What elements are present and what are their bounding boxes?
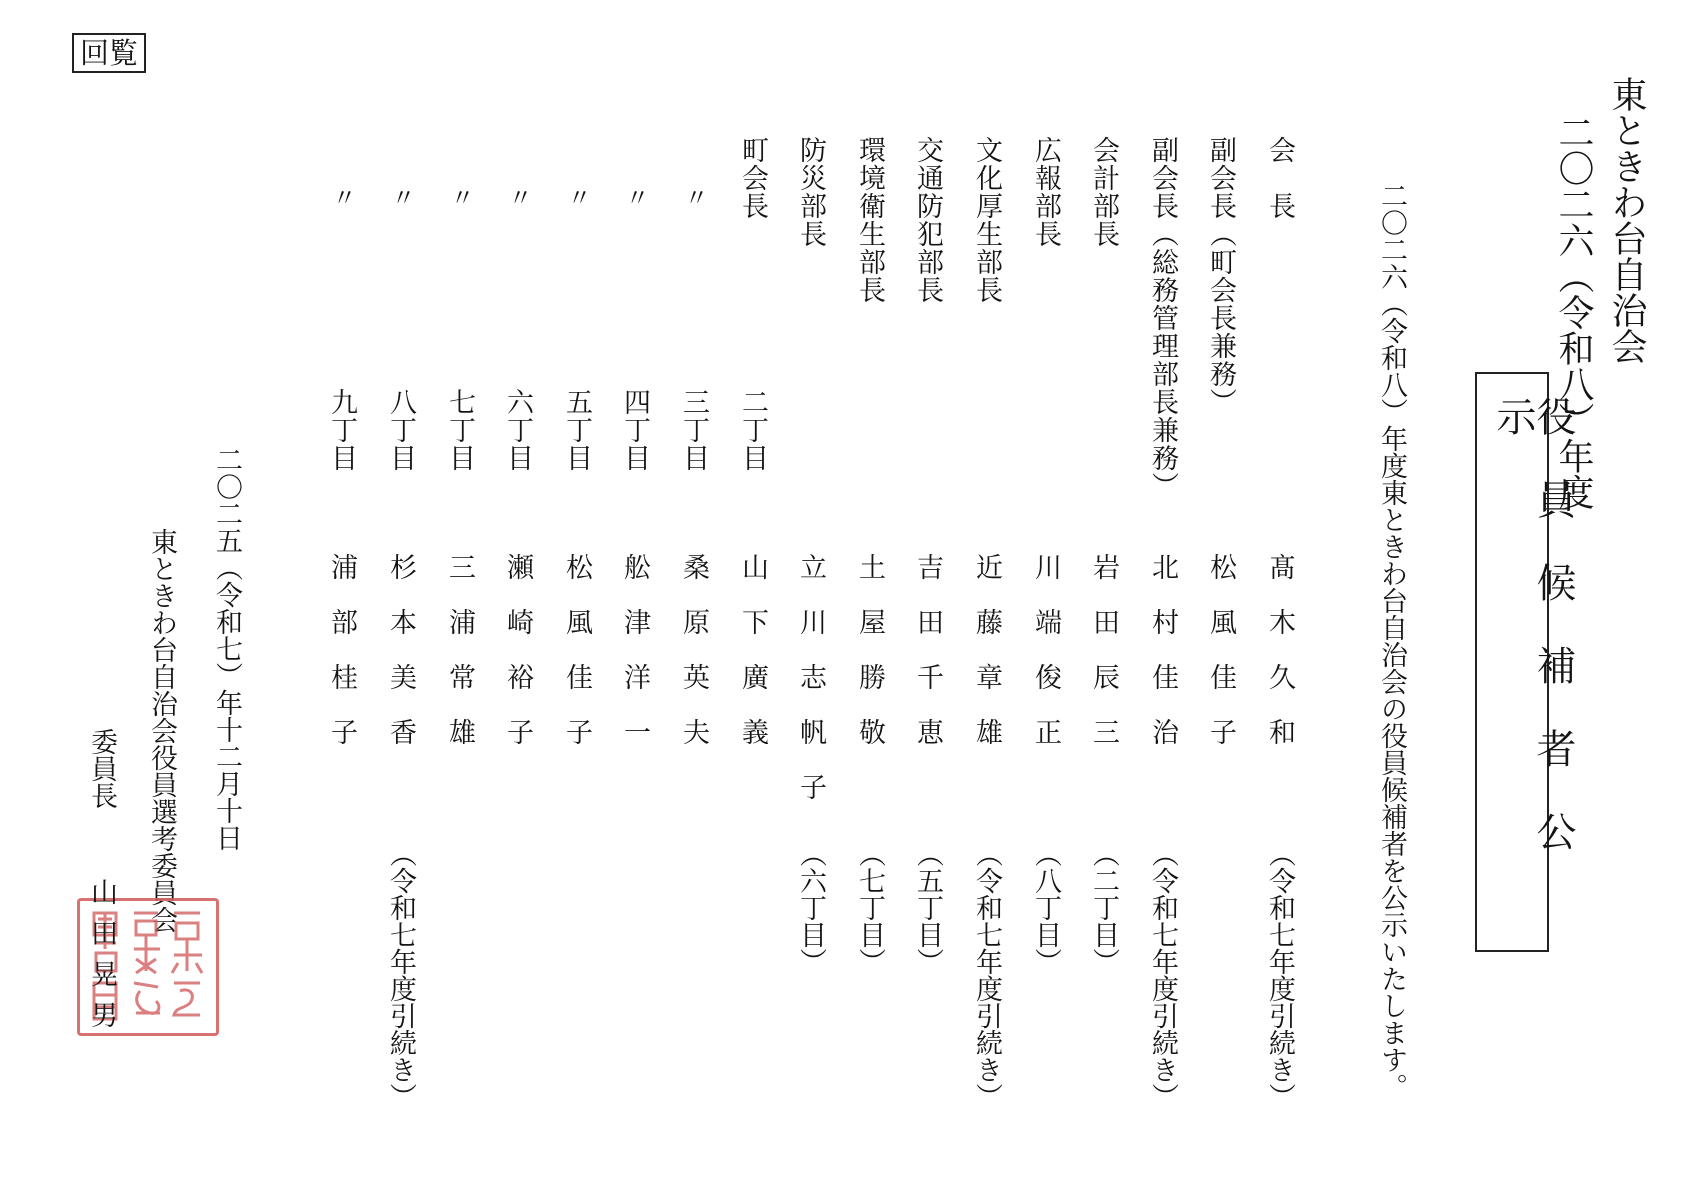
organization-name: 東ときわ台自治会 <box>1606 76 1647 364</box>
fiscal-year: 二〇二六（令和八）年度 <box>1553 114 1594 510</box>
circulation-stamp: 回覧 <box>72 33 146 73</box>
candidate-note: （二丁目） <box>1088 840 1119 975</box>
candidate-name: 岩田辰三 <box>1088 553 1119 773</box>
candidate-role: 会 長 <box>1264 136 1295 220</box>
candidate-name: 瀬崎裕子 <box>502 553 533 773</box>
candidate-name: 松風佳子 <box>561 553 592 773</box>
candidate-area: 三丁目 <box>678 388 709 472</box>
candidate-role: 環境衛生部長 <box>854 136 885 304</box>
candidate-name: 吉田千恵 <box>912 553 943 773</box>
page-title: 役員候補者公示 <box>1490 396 1576 894</box>
ditto-mark: 〃 <box>621 185 649 209</box>
candidate-name: 立川志帆子 <box>795 553 826 828</box>
candidate-name: 三浦常雄 <box>444 553 475 773</box>
candidate-role: 会計部長 <box>1088 136 1119 248</box>
ditto-mark: 〃 <box>504 185 532 209</box>
candidate-role: 広報部長 <box>1030 136 1061 248</box>
candidate-note: （六丁目） <box>795 840 826 975</box>
candidate-name: 髙木久和 <box>1264 553 1295 773</box>
candidate-name: 桑原英夫 <box>678 553 709 773</box>
chair-title: 委員長 <box>86 728 117 809</box>
candidate-note: （令和七年度引続き） <box>1264 840 1295 1110</box>
candidate-area: 四丁目 <box>619 388 650 472</box>
candidate-role: 交通防犯部長 <box>912 136 943 304</box>
ditto-mark: 〃 <box>328 185 356 209</box>
candidate-note: （令和七年度引続き） <box>385 840 416 1110</box>
candidate-area: 九丁目 <box>326 388 357 472</box>
candidate-note: （五丁目） <box>912 840 943 975</box>
candidate-name: 土屋勝敬 <box>854 553 885 773</box>
title-box <box>1475 372 1576 952</box>
candidate-area: 六丁目 <box>502 388 533 472</box>
candidate-area: 七丁目 <box>444 388 475 472</box>
candidate-name: 北村佳治 <box>1147 553 1178 773</box>
candidate-note: （令和七年度引続き） <box>1147 840 1178 1110</box>
candidate-role: 副会長（総務管理部長兼務） <box>1147 136 1178 500</box>
candidate-area: 二丁目 <box>737 388 768 472</box>
candidate-note: （令和七年度引続き） <box>971 840 1002 1110</box>
notice-text: 二〇二六（令和八）年度東ときわ台自治会の役員候補者を公示いたします。 <box>1376 182 1407 1100</box>
candidate-name: 舩津洋一 <box>619 553 650 773</box>
candidate-name: 浦部桂子 <box>326 553 357 773</box>
candidate-area: 八丁目 <box>385 388 416 472</box>
candidate-role: 町会長 <box>737 136 768 220</box>
candidate-note: （七丁目） <box>854 840 885 975</box>
candidate-name: 杉本美香 <box>385 553 416 773</box>
candidate-area: 五丁目 <box>561 388 592 472</box>
committee-name: 東ときわ台自治会役員選考委員会 <box>146 528 177 933</box>
candidate-name: 川端俊正 <box>1030 553 1061 773</box>
candidate-role: 副会長（町会長兼務） <box>1205 136 1236 416</box>
ditto-mark: 〃 <box>680 185 708 209</box>
candidate-role: 文化厚生部長 <box>971 136 1002 304</box>
chair-name: 山田晃男 <box>86 878 117 1042</box>
candidate-note: （八丁目） <box>1030 840 1061 975</box>
candidate-name: 松風佳子 <box>1205 553 1236 773</box>
candidate-name: 近藤章雄 <box>971 553 1002 773</box>
ditto-mark: 〃 <box>563 185 591 209</box>
ditto-mark: 〃 <box>387 185 415 209</box>
notice-date: 二〇二五（令和七）年十二月十日 <box>211 446 242 851</box>
ditto-mark: 〃 <box>446 185 474 209</box>
candidate-role: 防災部長 <box>795 136 826 248</box>
candidate-name: 山下廣義 <box>737 553 768 773</box>
